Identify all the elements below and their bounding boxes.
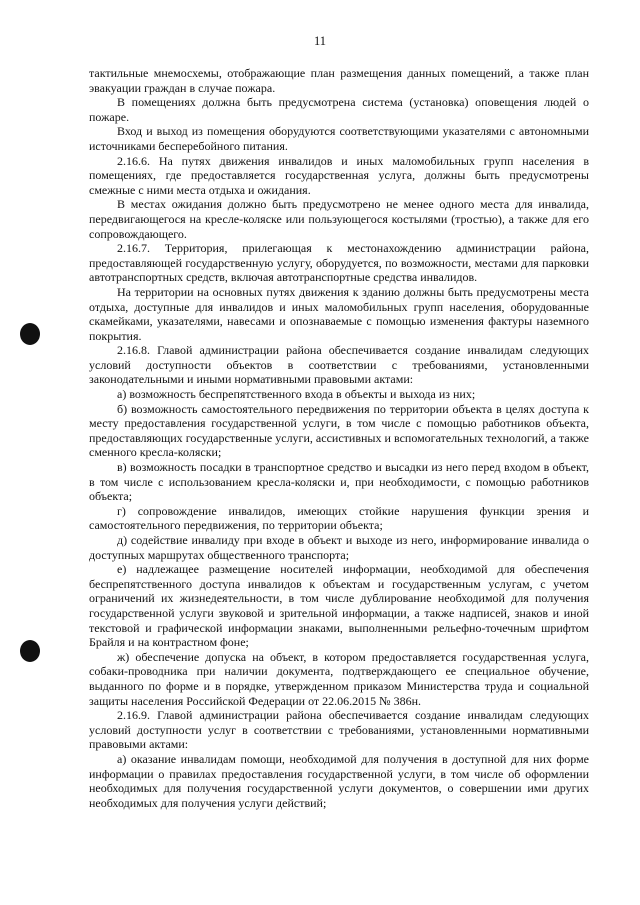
- binder-hole-bottom: [20, 640, 40, 662]
- document-body: [89, 66, 589, 810]
- list-item: б) возможность самостоятельного передвижения по территории объекта в целях доступа к месту предоставления государственной услуги, в том числе с помощью работников объекта, предоставляющих государственные услуги, ассистивных и вспомогательных технологий, а также сменного кресла-коляски;: [89, 401, 589, 460]
- list-item: в) возможность посадки в транспортное средство и высадки из него перед входом в объект, в том числе с использованием кресла-коляски и, при необходимости, с помощью работников объекта;: [89, 460, 589, 504]
- list-item: ж) обеспечение допуска на объект, в котором предоставляется государственная услуга, собаки-проводника при наличии документа, подтверждающего ее специальное обучение, выданного по форме и в порядке, утвержденном приказом Министерства труда и социальной защиты населения Российской Федерации от 22.06.2015 № 386н.: [89, 649, 589, 708]
- list-item: а) возможность беспрепятственного входа в объекты и выхода из них;: [117, 387, 476, 402]
- paragraph: На территории на основных путях движения к зданию должны быть предусмотрены места отдыха, доступные для инвалидов и иных маломобильных групп населения, оборудованные скамейками, указателями, навесами и опознаваемые с помощью изменения фактуры наземного покрытия.: [89, 284, 589, 343]
- list-item: д) содействие инвалиду при входе в объект и выходе из него, информирование инвалида о доступных маршрутах общественного транспорта;: [89, 533, 589, 562]
- paragraph: Вход и выход из помещения оборудуются соответствующими указателями с автономными источниками бесперебойного питания.: [89, 124, 589, 153]
- paragraph: 2.16.6. На путях движения инвалидов и иных маломобильных групп населения в помещениях, где предоставляется государственная услуга, должны быть предусмотрены смежные с ними места отдыха и ожидания.: [89, 153, 589, 197]
- list-item: г) сопровождение инвалидов, имеющих стойкие нарушения функции зрения и самостоятельного передвижения, по территории объекта;: [89, 503, 589, 533]
- list-item: е) надлежащее размещение носителей информации, необходимой для обеспечения беспрепятственного доступа инвалидов к объектам и государственным услугам, с учетом ограничений их жизнедеятельности, в том числе дублирование необходимой для получения государственной услуги звуковой и зрительной информации, а также надписей, знаков и иной текстовой и графической информации знаками, выполненными рельефно-точечным шрифтом Брайля и на контрастном фоне;: [89, 562, 589, 650]
- page-number: 11: [313, 34, 327, 48]
- paragraph: 2.16.9. Главой администрации района обеспечивается создание инвалидам следующих условий доступности услуг в соответствии с требованиями, установленными нормативными правовыми актами:: [89, 708, 589, 752]
- binder-hole-top: [20, 323, 40, 345]
- paragraph: В помещениях должна быть предусмотрена система (установка) оповещения людей о пожаре.: [89, 95, 589, 124]
- paragraph: В местах ожидания должно быть предусмотрено не менее одного места для инвалида, передвигающегося на кресле-коляске или пользующегося костылями (тростью), а также для его сопровождающего.: [89, 197, 589, 241]
- paragraph: 2.16.8. Главой администрации района обеспечивается создание инвалидам следующих условий доступности объектов в соответствии с требованиями, установленными законодательными и иными нормативными правовыми актами:: [89, 343, 589, 387]
- paragraph: тактильные мнемосхемы, отображающие план размещения данных помещений, а также план эвакуации граждан в случае пожара.: [89, 66, 589, 95]
- paragraph: 2.16.7. Территория, прилегающая к местонахождению администрации района, предоставляющей государственную услугу, оборудуется, по возможности, местами для парковки автотранспортных средств, включая автотранспортные средства инвалидов.: [89, 241, 589, 285]
- list-item: а) оказание инвалидам помощи, необходимой для получения в доступной для них форме информации о правилах предоставления государственной услуги, в том числе об оформлении необходимых для получения государственной услуги документов, о совершении ими других необходимых для получения услуги действий;: [89, 751, 589, 810]
